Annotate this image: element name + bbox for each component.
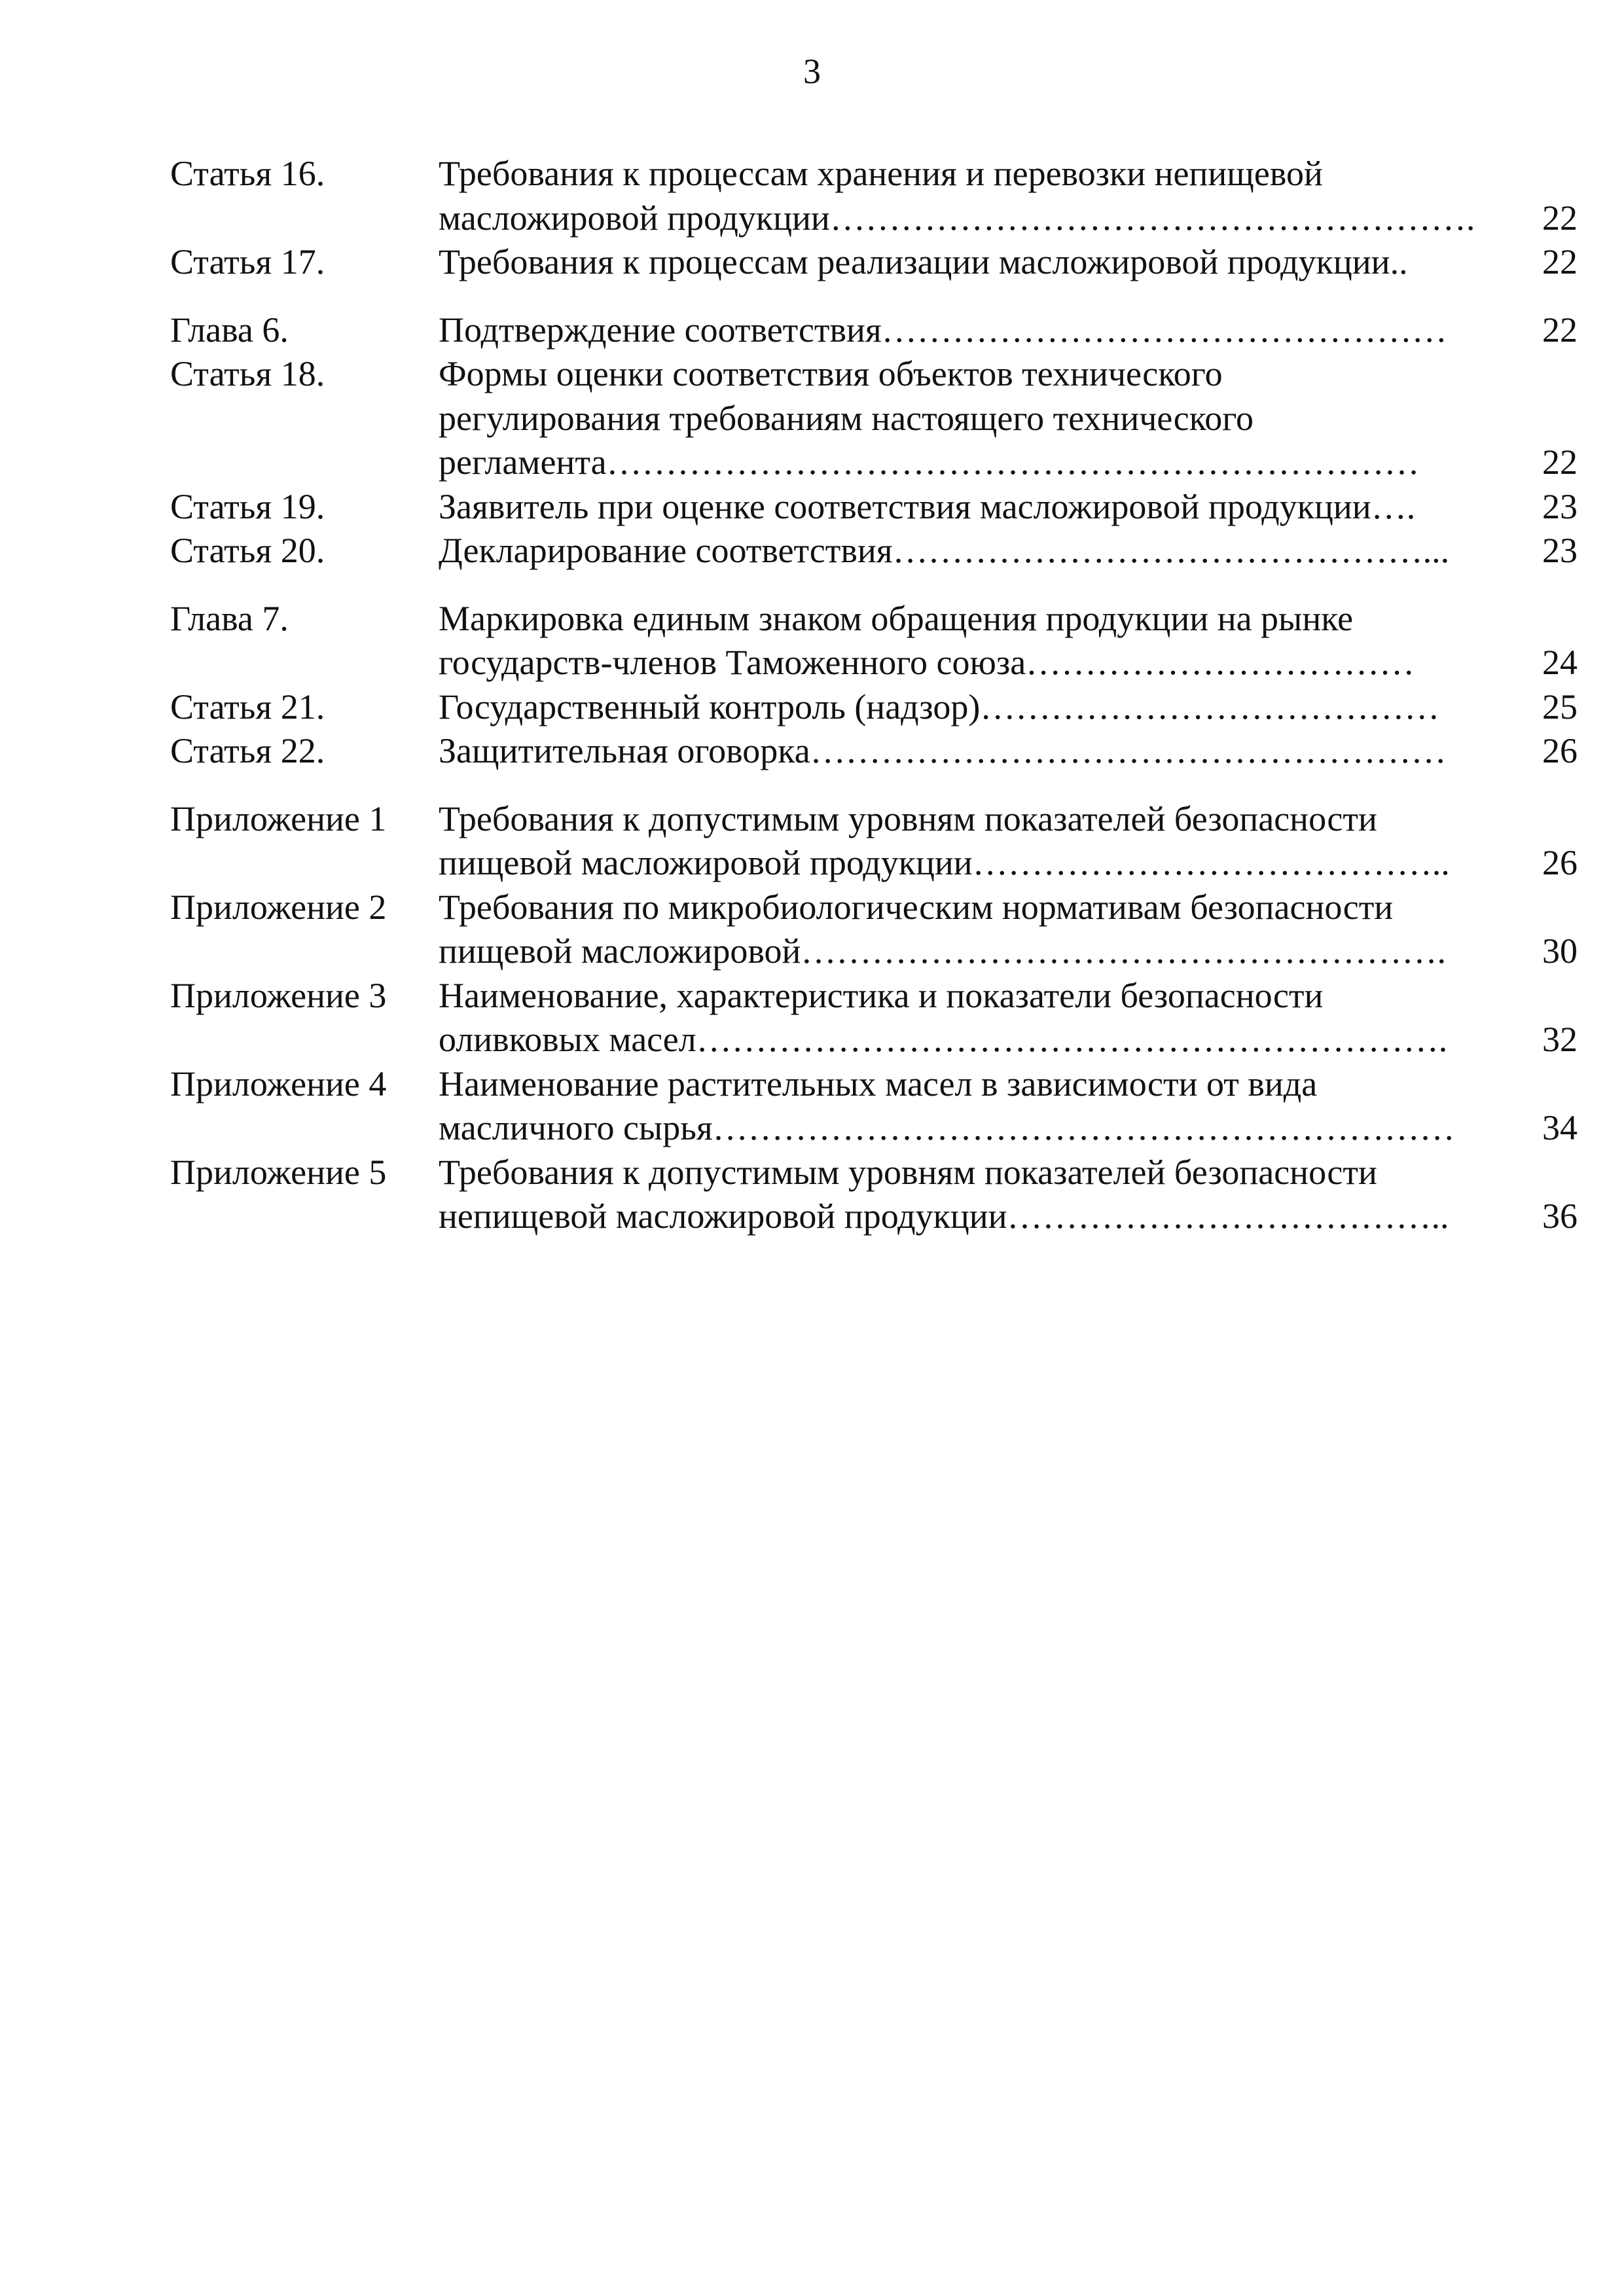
toc-entry-page: 34 [1542, 1108, 1578, 1147]
toc-entry-label: Приложение 5 [170, 1152, 387, 1192]
toc-entry-label: Статья 22. [170, 731, 325, 770]
toc-entry-title: Формы оценки соответствия объектов технического регулирования требованиям настоящего технического регламента…………………………………………………………… [439, 354, 1420, 482]
page-number: 3 [803, 52, 821, 91]
toc-entry-label: Статья 17. [170, 242, 325, 281]
toc-entry-page: 22 [1542, 198, 1578, 238]
toc-entry [170, 485, 1578, 529]
toc-entry-page: 23 [1542, 531, 1578, 570]
toc-entry-title: Требования к допустимым уровням показателей безопасности непищевой масложировой продукции……………………………….. [439, 1152, 1449, 1236]
toc-entry-title: Защитительная оговорка……………………………………………… [439, 731, 1447, 770]
toc-entry-label: Статья 19. [170, 486, 325, 526]
toc-entry [170, 729, 1578, 774]
toc-entry-title: Декларирование соответствия………………………………………... [439, 531, 1450, 570]
toc-entry-page: 30 [1542, 931, 1578, 971]
toc-entry [170, 974, 1578, 1062]
toc-entry-label: Глава 7. [170, 598, 289, 638]
toc-entry [170, 308, 1578, 353]
toc-entry-page: 32 [1542, 1020, 1578, 1059]
toc-entry-title: Требования к процессам реализации масложировой продукции.. [439, 242, 1408, 281]
table-of-contents [170, 152, 1578, 1239]
toc-entry-page: 36 [1542, 1196, 1578, 1236]
toc-entry-title: Маркировка единым знаком обращения продукции на рынке государств-членов Таможенного союза…………………………… [439, 598, 1415, 682]
toc-entry-label: Приложение 2 [170, 887, 387, 927]
toc-entry-label: Статья 16. [170, 154, 325, 193]
toc-entry-page: 22 [1542, 442, 1578, 482]
toc-entry-page: 24 [1542, 643, 1578, 682]
toc-entry [170, 1062, 1578, 1151]
toc-entry [170, 797, 1578, 886]
toc-entry-page: 26 [1542, 843, 1578, 882]
toc-entry-page: 22 [1542, 310, 1578, 350]
toc-entry [170, 597, 1578, 685]
toc-entry-page: 22 [1542, 242, 1578, 281]
toc-entry-label: Статья 21. [170, 687, 325, 726]
toc-entry-title: Требования к процессам хранения и перевозки непищевой масложировой продукции………………………………………………. [439, 154, 1475, 238]
toc-entry-title: Требования по микробиологическим нормативам безопасности пищевой масложировой………………………………………………. [439, 887, 1446, 971]
toc-entry-page: 25 [1542, 687, 1578, 726]
toc-entry-title: Подтверждение соответствия………………………………………… [439, 310, 1447, 350]
toc-entry-label: Статья 18. [170, 354, 325, 393]
toc-entry-label: Приложение 3 [170, 975, 387, 1015]
toc-entry-label: Статья 20. [170, 531, 325, 570]
toc-entry [170, 240, 1578, 285]
toc-entry-page: 23 [1542, 486, 1578, 526]
toc-entry [170, 886, 1578, 974]
toc-entry [170, 1151, 1578, 1239]
toc-entry-label: Приложение 4 [170, 1064, 387, 1103]
toc-entry-page: 26 [1542, 731, 1578, 770]
toc-entry-label: Глава 6. [170, 310, 289, 350]
toc-entry-title: Требования к допустимым уровням показателей безопасности пищевой масложировой продукции………………………………….. [439, 798, 1450, 882]
toc-entry [170, 152, 1578, 240]
toc-entry [170, 352, 1578, 485]
toc-entry [170, 529, 1578, 573]
toc-entry [170, 685, 1578, 730]
toc-entry-title: Государственный контроль (надзор)………………………………… [439, 687, 1440, 726]
toc-entry-title: Заявитель при оценке соответствия масложировой продукции…. [439, 486, 1416, 526]
toc-entry-label: Приложение 1 [170, 798, 387, 838]
toc-entry-title: Наименование растительных масел в зависимости от вида масличного сырья……………………………………………………… [439, 1064, 1455, 1147]
toc-entry-title: Наименование, характеристика и показатели безопасности оливковых масел………………………………………………………. [439, 975, 1448, 1059]
